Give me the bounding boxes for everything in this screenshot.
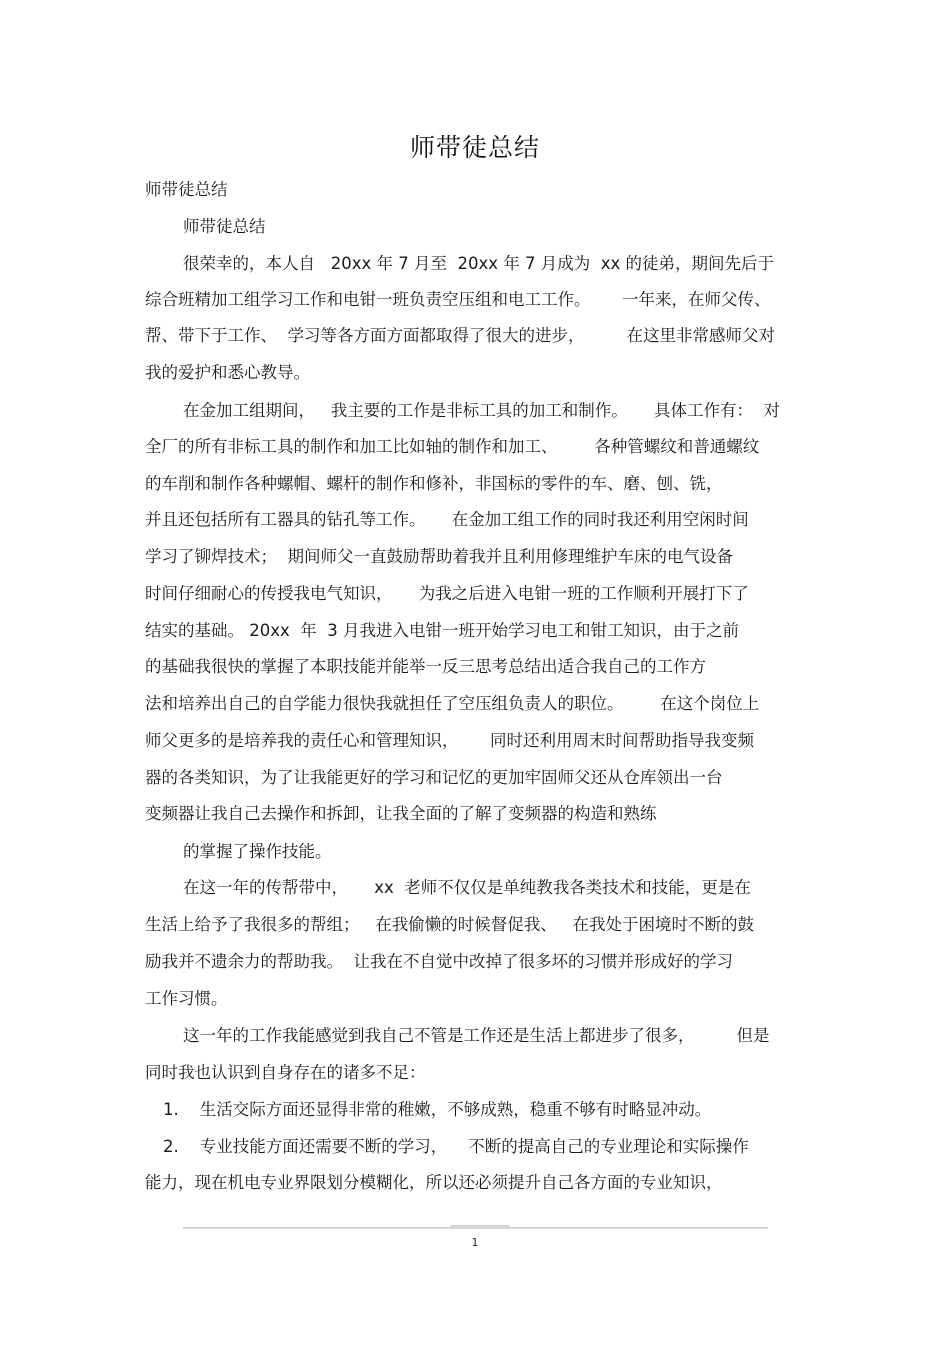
- body-line: 的掌握了操作技能。: [183, 842, 332, 861]
- body-line: 很荣幸的，本人自 20xx 年 7 月至 20xx 年 7 月成为 xx 的徒弟，期间先后于: [183, 254, 775, 273]
- subtitle-line: 师带徒总结: [145, 180, 228, 199]
- footer-divider-accent: [450, 1225, 510, 1229]
- body-line: 并且还包括所有工器具的钻孔等工作。 在金加工组工作的同时我还利用空闲时间: [145, 510, 749, 529]
- page-number: 1: [471, 1236, 479, 1249]
- body-line: 在这一年的传帮带中， xx 老师不仅仅是单纯教我各类技术和技能，更是在: [183, 878, 751, 897]
- body-line: 生活上给予了我很多的帮组； 在我偷懒的时候督促我、 在我处于困境时不断的鼓: [145, 915, 754, 934]
- body-line: 法和培养出自己的自学能力很快我就担任了空压组负责人的职位。 在这个岗位上: [145, 694, 760, 713]
- list-item: 1. 生活交际方面还显得非常的稚嫩，不够成熟，稳重不够有时略显冲动。: [163, 1100, 712, 1119]
- body-line: 工作习惯。: [145, 989, 228, 1008]
- page-title: 师带徒总结: [409, 133, 540, 162]
- body-line: 结实的基础。 20xx 年 3 月我进入电钳一班开始学习电工和钳工知识，由于之前: [145, 621, 739, 640]
- body-line: 器的各类知识，为了让我能更好的学习和记忆的更加牢固师父还从仓库领出一台: [145, 768, 723, 787]
- body-line: 时间仔细耐心的传授我电气知识， 为我之后进入电钳一班的工作顺利开展打下了: [145, 584, 749, 603]
- body-line: 综合班精加工组学习工作和电钳一班负责空压组和电工工作。 一年来，在师父传、: [145, 290, 771, 309]
- subtitle-line-indented: 师带徒总结: [183, 217, 266, 236]
- body-line: 的基础我很快的掌握了本职技能并能举一反三思考总结出适合我自己的工作方: [145, 657, 706, 676]
- body-line: 同时我也认识到自身存在的诸多不足：: [145, 1063, 426, 1082]
- body-line: 这一年的工作我能感觉到我自己不管是工作还是生活上都进步了很多， 但是: [183, 1026, 770, 1045]
- body-line: 学习了铆焊技术； 期间师父一直鼓励帮助着我并且利用修理维护车床的电气设备: [145, 547, 733, 566]
- body-line: 师父更多的是培养我的责任心和管理知识， 同时还利用周末时间帮助指导我变频: [145, 731, 754, 750]
- body-line: 帮、带下于工作、 学习等各方面方面都取得了很大的进步， 在这里非常感师父对: [145, 326, 775, 345]
- body-line: 励我并不遗余力的帮助我。 让我在不自觉中改掉了很多坏的习惯并形成好的学习: [145, 952, 733, 971]
- body-line: 能力，现在机电专业界限划分模糊化，所以还必须提升自己各方面的专业知识，: [145, 1173, 723, 1192]
- body-line: 我的爱护和悉心教导。: [145, 363, 310, 382]
- body-line: 在金加工组期间， 我主要的工作是非标工具的加工和制作。 具体工作有： 对: [183, 401, 780, 420]
- list-item: 2. 专业技能方面还需要不断的学习， 不断的提高自己的专业理论和实际操作: [163, 1137, 749, 1156]
- body-line: 全厂的所有非标工具的制作和加工比如轴的制作和加工、 各种管螺纹和普通螺纹: [145, 437, 760, 456]
- body-line: 变频器让我自己去操作和拆卸，让我全面的了解了变频器的构造和熟练: [145, 804, 657, 823]
- body-line: 的车削和制作各种螺帽、螺杆的制作和修补，非国标的零件的车、磨、刨、铣，: [145, 474, 723, 493]
